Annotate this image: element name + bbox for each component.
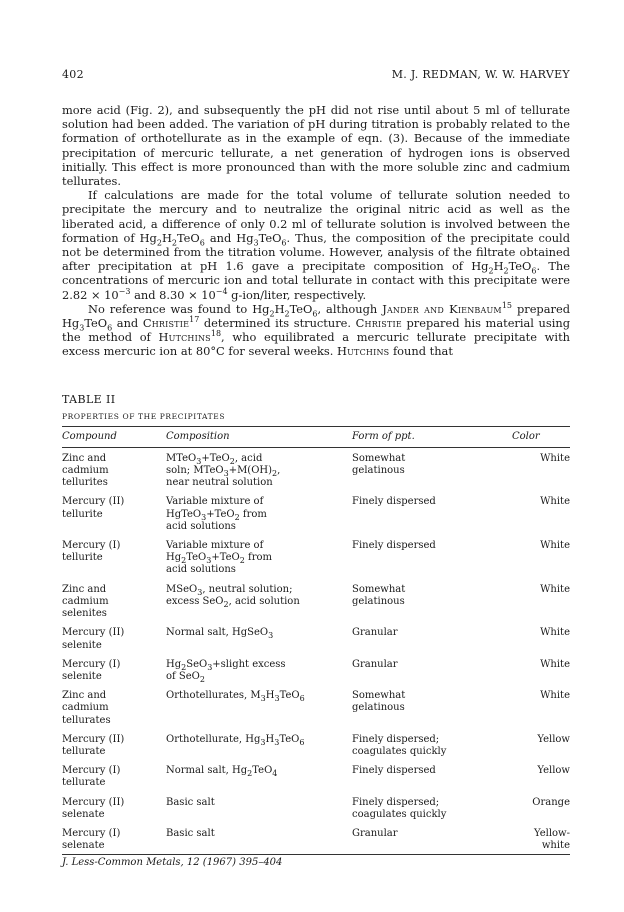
compound-cell-line: selenite xyxy=(62,670,102,682)
compound-cell-line: tellurites xyxy=(62,477,108,489)
form-cell xyxy=(352,654,502,685)
form-cell-line: coagulates quickly xyxy=(352,745,447,757)
composition-cell-line: near neutral solution xyxy=(166,477,273,489)
compound-cell-line: Zinc and xyxy=(62,452,107,464)
paragraph-2: If calculations are made for the total volume of tellurate solution needed to precipitate the mercury and to neutralize the original nitric acid as well as the liberated acid, a difference of only 0.2 ml of tellurate solution is involved between the formation of $Hg_2H_2TeO_6$ and $Hg_3TeO_6$. Thus, the composition of the precipitate could not be determined from the titration volume. However, analysis of the filtrate obtained after precipitation at pH 1.6 gave a precipitate composition of $Hg_2H_2TeO_6$. The concentrations of mercuric ion and total tellurate in contact with this precipitate were $2.82 \times 10^{-3}$ and $8.30 \times 10^{-4}$ g-ion/liter, respectively. xyxy=(62,188,570,302)
form-cell xyxy=(352,622,502,653)
composition-cell-line: $Hg_2TeO_3+TeO_2$ from xyxy=(166,552,272,566)
composition-cell xyxy=(166,685,352,729)
paragraph-3: No reference was found to $Hg_2H_2TeO_6$, although Jander and Kienbaum$^{15}$ prepared $Hg_3TeO_6$ and Christie$^{17}$ determined its structure. Christie prepared his material using the method of Hutchins$^{18}$, who equilibrated a mercuric tellurate precipitate with excess mercuric ion at 80°C for several weeks. Hutchins found that xyxy=(62,301,570,359)
composition-cell xyxy=(166,823,352,854)
composition-cell-line: Basic salt xyxy=(166,796,215,808)
form-cell-line: gelatinous xyxy=(352,465,405,477)
table-row xyxy=(62,654,570,685)
compound-cell-line: cadmium xyxy=(62,465,109,477)
composition-cell xyxy=(166,792,352,823)
color-cell xyxy=(502,535,570,579)
compound-cell-line: tellurite xyxy=(62,508,103,520)
body-text xyxy=(62,103,570,359)
color-cell-line: White xyxy=(540,658,570,670)
column-header: Color xyxy=(512,430,540,442)
form-cell xyxy=(352,491,502,535)
color-cell-line: White xyxy=(540,627,570,639)
compound-cell xyxy=(62,792,166,823)
compound-cell-line: Mercury (II) xyxy=(62,733,125,745)
composition-cell-line: Orthotellurates, $M_3H_3TeO_6$ xyxy=(166,690,305,704)
form-cell-line: Finely dispersed; xyxy=(352,733,440,745)
color-cell xyxy=(502,760,570,791)
composition-cell xyxy=(166,622,352,653)
compound-cell-line: tellurite xyxy=(62,552,103,564)
form-cell xyxy=(352,823,502,854)
compound-cell xyxy=(62,579,166,623)
composition-cell-line: acid solutions xyxy=(166,564,236,576)
compound-cell-line: selenate xyxy=(62,808,105,820)
composition-cell-line: Variable mixture of xyxy=(166,540,264,552)
color-cell-line: White xyxy=(540,452,570,464)
table-caption: PROPERTIES OF THE PRECIPITATES xyxy=(62,411,226,421)
form-cell xyxy=(352,729,502,760)
compound-cell-line: Zinc and xyxy=(62,690,107,702)
color-cell-line: White xyxy=(540,540,570,552)
compound-cell-line: Mercury (II) xyxy=(62,496,125,508)
composition-cell-line: Normal salt, HgSeO$_3$ xyxy=(166,627,274,641)
compound-cell-line: Mercury (I) xyxy=(62,658,121,670)
color-cell xyxy=(502,447,570,491)
composition-cell xyxy=(166,447,352,491)
composition-cell-line: MSeO$_3$, neutral solution; xyxy=(166,583,293,597)
table-bottom-rule xyxy=(62,854,570,855)
color-cell xyxy=(502,729,570,760)
form-cell xyxy=(352,579,502,623)
journal-footer: J. Less-Common Metals, 12 (1967) 395–404 xyxy=(62,857,283,868)
form-cell-line: Somewhat xyxy=(352,690,406,702)
compound-cell-line: Mercury (I) xyxy=(62,765,121,777)
compound-cell-line: tellurate xyxy=(62,777,106,789)
composition-cell-line: $Hg_2SeO_3+slight$ excess xyxy=(166,658,286,672)
color-cell xyxy=(502,579,570,623)
table-title: TABLE II xyxy=(62,392,116,406)
form-cell-line: gelatinous xyxy=(352,595,405,607)
form-cell-line: Finely dispersed xyxy=(352,496,436,508)
form-cell-line: Finely dispersed xyxy=(352,540,436,552)
table-row xyxy=(62,823,570,854)
composition-cell-line: Variable mixture of xyxy=(166,496,264,508)
color-cell-line: White xyxy=(540,583,570,595)
compound-cell xyxy=(62,447,166,491)
composition-cell-line: excess SeO$_2$, acid solution xyxy=(166,595,300,609)
color-cell xyxy=(502,491,570,535)
compound-cell-line: selenite xyxy=(62,639,102,651)
form-cell xyxy=(352,760,502,791)
table-row xyxy=(62,760,570,791)
compound-cell-line: Mercury (II) xyxy=(62,796,125,808)
composition-cell xyxy=(166,579,352,623)
table-row xyxy=(62,491,570,535)
compound-cell-line: selenites xyxy=(62,608,107,620)
table-row xyxy=(62,579,570,623)
composition-cell xyxy=(166,491,352,535)
form-cell xyxy=(352,535,502,579)
color-cell-line: Yellow- xyxy=(533,827,570,839)
page-number: 402 xyxy=(62,68,84,81)
composition-cell-line: acid solutions xyxy=(166,520,236,532)
color-cell-line: White xyxy=(540,690,570,702)
form-cell-line: Granular xyxy=(352,658,398,670)
table-row xyxy=(62,447,570,491)
color-cell xyxy=(502,654,570,685)
form-cell-line: Granular xyxy=(352,627,398,639)
composition-cell-line: MTeO$_3$+TeO$_2$, acid xyxy=(166,452,263,466)
compound-cell xyxy=(62,685,166,729)
compound-cell xyxy=(62,760,166,791)
composition-cell-line: HgTeO$_3$+TeO$_2$ from xyxy=(166,508,267,522)
compound-cell-line: cadmium xyxy=(62,702,109,714)
compound-cell-line: tellurates xyxy=(62,714,111,726)
table-row xyxy=(62,729,570,760)
compound-cell xyxy=(62,823,166,854)
compound-cell-line: cadmium xyxy=(62,595,109,607)
form-cell xyxy=(352,685,502,729)
compound-cell xyxy=(62,729,166,760)
color-cell xyxy=(502,685,570,729)
table-row xyxy=(62,685,570,729)
compound-cell-line: Mercury (II) xyxy=(62,627,125,639)
composition-cell-line: Basic salt xyxy=(166,827,215,839)
color-cell xyxy=(502,622,570,653)
color-cell-line: Yellow xyxy=(537,765,570,777)
composition-cell xyxy=(166,654,352,685)
color-cell-line: Yellow xyxy=(537,733,570,745)
form-cell-line: gelatinous xyxy=(352,702,405,714)
table-header-row xyxy=(62,427,570,448)
composition-cell-line: Normal salt, $Hg_2TeO_4$ xyxy=(166,765,278,779)
compound-cell-line: tellurate xyxy=(62,745,106,757)
color-cell-line: Orange xyxy=(532,796,570,808)
composition-cell xyxy=(166,760,352,791)
column-header: Compound xyxy=(62,430,117,442)
form-cell xyxy=(352,447,502,491)
form-cell-line: Finely dispersed xyxy=(352,765,436,777)
column-header: Form of ppt. xyxy=(352,430,415,442)
compound-cell-line: Mercury (I) xyxy=(62,827,121,839)
compound-cell-line: Mercury (I) xyxy=(62,540,121,552)
compound-cell-line: Zinc and xyxy=(62,583,107,595)
compound-cell xyxy=(62,535,166,579)
composition-cell-line: Orthotellurate, $Hg_3H_3TeO_6$ xyxy=(166,733,305,747)
form-cell xyxy=(352,792,502,823)
compound-cell-line: selenate xyxy=(62,840,105,852)
color-cell xyxy=(502,792,570,823)
compound-cell xyxy=(62,491,166,535)
page xyxy=(62,68,570,855)
paragraph-1: more acid (Fig. 2), and subsequently the pH did not rise until about 5 ml of tellurate solution had been added. The variation of pH during titration is probably related to the formation of orthotellurate as in the example of eqn. (3). Because of the immediate precipitation of mercuric tellurate, a net generation of hydrogen ions is observed initially. This effect is more pronounced than with the more soluble zinc and cadmium tellurates. xyxy=(62,103,570,189)
properties-table xyxy=(62,427,570,855)
compound-cell xyxy=(62,654,166,685)
form-cell-line: coagulates quickly xyxy=(352,808,447,820)
table-row xyxy=(62,535,570,579)
compound-cell xyxy=(62,622,166,653)
running-header xyxy=(62,68,570,81)
table-body xyxy=(62,447,570,854)
composition-cell-line: of SeO$_2$ xyxy=(166,670,205,684)
running-authors: M. J. REDMAN, W. W. HARVEY xyxy=(391,68,570,81)
form-cell-line: Somewhat xyxy=(352,583,406,595)
form-cell-line: Somewhat xyxy=(352,452,406,464)
color-cell-line: white xyxy=(541,840,570,852)
column-header: Composition xyxy=(166,430,230,442)
composition-cell-line: soln; $MTeO_3+M(OH)_2$, xyxy=(166,465,281,479)
color-cell-line: White xyxy=(540,496,570,508)
form-cell-line: Granular xyxy=(352,827,398,839)
composition-cell xyxy=(166,535,352,579)
composition-cell xyxy=(166,729,352,760)
color-cell xyxy=(502,823,570,854)
table-row xyxy=(62,622,570,653)
table-row xyxy=(62,792,570,823)
form-cell-line: Finely dispersed; xyxy=(352,796,440,808)
